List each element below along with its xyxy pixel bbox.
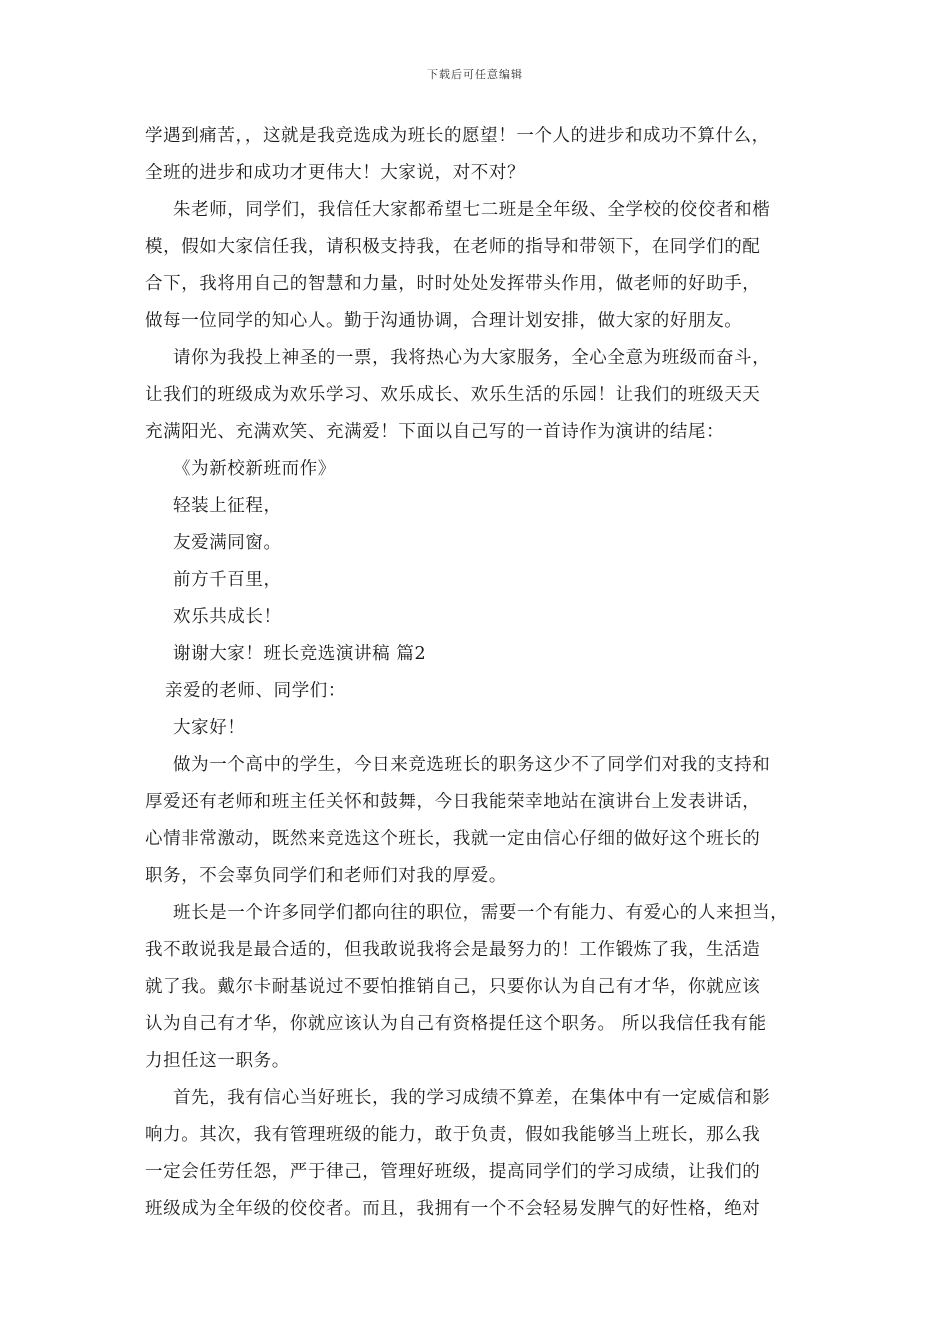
text-line: 职务，不会辜负同学们和老师们对我的厚爱。 xyxy=(145,866,507,886)
text-line: 认为自己有才华，你就应该认为自己有资格提任这个职务。 所以我信任我有能 xyxy=(145,1014,767,1034)
text-line: 班级成为全年级的佼佼者。而且，我拥有一个不会轻易发脾气的好性格，绝对 xyxy=(145,1199,761,1219)
text-line: 厚爱还有老师和班主任关怀和鼓舞，今日我能荣幸地站在演讲台上发表讲话， xyxy=(145,792,761,812)
text-line: 学遇到痛苦，，这就是我竞选成为班长的愿望！一个人的进步和成功不算什么， xyxy=(145,126,770,146)
text-line: 朱老师，同学们，我信任大家都希望七二班是全年级、全学校的佼佼者和楷 xyxy=(173,200,771,220)
text-line: 请你为我投上神圣的一票，我将热心为大家服务，全心全意为班级而奋斗， xyxy=(173,348,771,368)
text-line: 《为新校新班而作》 xyxy=(173,459,336,479)
text-line: 亲爱的老师、同学们： xyxy=(165,681,346,701)
text-line: 我不敢说我是最合适的，但我敢说我将会是最努力的！工作锻炼了我，生活造 xyxy=(145,940,761,960)
text-line: 大家好！ xyxy=(173,718,246,738)
text-line: 轻装上征程， xyxy=(173,496,282,516)
text-line: 首先，我有信心当好班长，我的学习成绩不算差，在集体中有一定威信和影 xyxy=(173,1088,771,1108)
text-line: 一定会任劳任怨，严于律己，管理好班级，提高同学们的学习成绩，让我们的 xyxy=(145,1162,761,1182)
text-line: 谢谢大家！班长竞选演讲稿 篇2 xyxy=(173,644,427,664)
document-body xyxy=(145,118,815,1228)
text-line: 充满阳光、充满欢笑、充满爱！下面以自己写的一首诗作为演讲的结尾： xyxy=(145,422,725,442)
text-line: 合下，我将用自己的智慧和力量，时时处处发挥带头作用，做老师的好助手， xyxy=(145,274,761,294)
text-line: 做为一个高中的学生，今日来竞选班长的职务这少不了同学们对我的支持和 xyxy=(173,755,771,775)
text-line: 力担任这一职务。 xyxy=(145,1051,290,1071)
text-line: 心情非常激动，既然来竞选这个班长，我就一定由信心仔细的做好这个班长的 xyxy=(145,829,761,849)
text-line: 让我们的班级成为欢乐学习、欢乐成长、欢乐生活的乐园！让我们的班级天天 xyxy=(145,385,761,405)
text-line: 响力。其次，我有管理班级的能力，敢于负责，假如我能够当上班长，那么我 xyxy=(145,1125,761,1145)
text-line: 就了我。戴尔卡耐基说过不要怕推销自己，只要你认为自己有才华，你就应该 xyxy=(145,977,761,997)
text-line: 前方千百里， xyxy=(173,570,282,590)
page-header-note: 下载后可任意编辑 xyxy=(427,68,523,81)
text-line: 友爱满同窗。 xyxy=(173,533,282,553)
text-line: 模，假如大家信任我，请积极支持我，在老师的指导和带领下，在同学们的配 xyxy=(145,237,761,257)
text-line: 做每一位同学的知心人。勤于沟通协调，合理计划安排，做大家的好朋友。 xyxy=(145,311,743,331)
text-line: 班长是一个许多同学们都向往的职位，需要一个有能力、有爱心的人来担当， xyxy=(173,903,789,923)
text-line: 欢乐共成长！ xyxy=(173,607,282,627)
text-line: 全班的进步和成功才更伟大！大家说，对不对？ xyxy=(145,163,526,183)
